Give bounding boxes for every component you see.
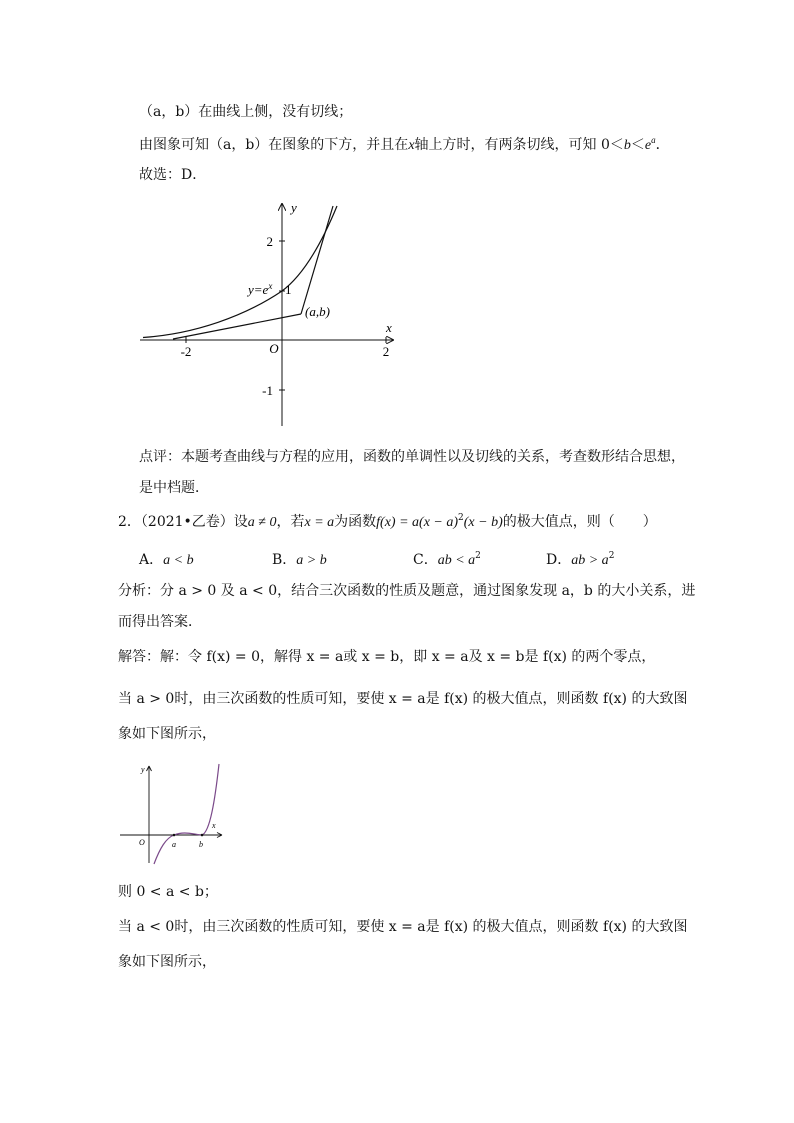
option-a [139, 550, 194, 571]
line2-part: 由图象可知（a，b）在图象的下方，并且在 [139, 137, 409, 153]
x-tick-label-2: 2 [382, 344, 390, 359]
q2-text: ，若 [276, 514, 305, 530]
option-expr: ab > a [571, 553, 609, 568]
fig2-a-label: a [172, 840, 176, 849]
origin-label: O [269, 341, 279, 356]
fig2-x-label: x [212, 821, 216, 830]
q2-cond: x = a [304, 515, 335, 530]
y-axis-label: y [291, 200, 297, 215]
figure-exponential-tangent [135, 198, 405, 430]
option-exp: 2 [475, 551, 481, 561]
x-tick-label-m2: -2 [180, 344, 192, 359]
text-line-3: 故选：D． [139, 167, 207, 183]
result-line: 则 0 < a < b； [118, 884, 218, 900]
option-label: D． [546, 552, 572, 568]
option-expr: ab < a [437, 553, 476, 568]
line2-var-b: b [623, 138, 631, 153]
q2-function: (x − b) [463, 515, 503, 530]
line2-part: ． [655, 137, 670, 153]
option-label: A． [139, 552, 164, 568]
y-tick-label-1: 1 [285, 282, 292, 297]
line2-part: 轴上方时，有两条切线，可知 0＜ [414, 137, 624, 153]
line2-var-x: x [408, 138, 415, 153]
answer-line-1: 解答：解：令 f(x) = 0，解得 x = a或 x = b，即 x = a及 x = b是 f(x) 的两个零点， [118, 649, 656, 665]
fig2-cubic-curve [154, 764, 219, 864]
tangent-line-2 [301, 206, 333, 314]
fig2-point-a [173, 834, 176, 837]
fig2-origin: O [139, 838, 145, 847]
fig2-y-label: y [141, 765, 145, 774]
q2-prefix: 2．（2021•乙卷）设 [118, 514, 248, 530]
option-label: C． [413, 552, 438, 568]
case2-line-2: 象如下图所示， [118, 954, 216, 970]
option-c [413, 550, 481, 571]
y-tick-label-m1: -1 [262, 383, 273, 398]
text-line-1: （a，b）在曲线上侧，没有切线； [139, 104, 353, 120]
case1-line-2: 象如下图所示， [118, 726, 216, 742]
q2-text: 为函数 [334, 514, 377, 530]
case1-line-1: 当 a > 0时，由三次函数的性质可知，要使 x = a是 f(x) 的极大值点，则函数 f(x) 的大致图 [118, 691, 688, 707]
analysis-line-1: 分析：分 a > 0 及 a < 0，结合三次函数的性质及题意，通过图象发现 a，b 的大小关系，进 [118, 583, 696, 599]
y-tick-label-2: 2 [266, 234, 273, 249]
figure-cubic-positive-a [118, 760, 228, 870]
q2-function: f(x) = a(x − a) [376, 515, 459, 530]
comment-line-1: 点评：本题考查曲线与方程的应用，函数的单调性以及切线的关系，考查数形结合思想， [139, 449, 685, 465]
question-2-stem [118, 512, 657, 533]
x-axis-label: x [386, 320, 392, 335]
option-label: B． [272, 552, 297, 568]
fig2-b-label: b [199, 840, 203, 849]
q2-exp: 2 [458, 513, 464, 523]
option-exp: 2 [608, 551, 615, 561]
option-b [272, 550, 327, 571]
analysis-line-2: 而得出答案． [118, 614, 202, 630]
case2-line-1: 当 a < 0时，由三次函数的性质可知，要使 x = a是 f(x) 的极大值点，则函数 f(x) 的大致图 [118, 919, 688, 935]
line2-var-e: e [644, 138, 652, 153]
q2-text: 的极大值点，则（ ） [502, 514, 657, 530]
point-label: (a,b) [305, 304, 330, 319]
line2-part: ＜ [630, 137, 645, 153]
line2-exp-a: a [651, 135, 656, 145]
text-line-2 [139, 135, 670, 156]
fig2-point-b [201, 834, 204, 837]
option-expr: a < b [163, 553, 194, 568]
curve-label: $y=e^x$ [248, 281, 273, 297]
comment-line-2: 是中档题． [139, 480, 209, 496]
q2-cond: a ≠ 0 [247, 515, 277, 530]
option-d [546, 550, 614, 571]
option-expr: a > b [296, 553, 327, 568]
